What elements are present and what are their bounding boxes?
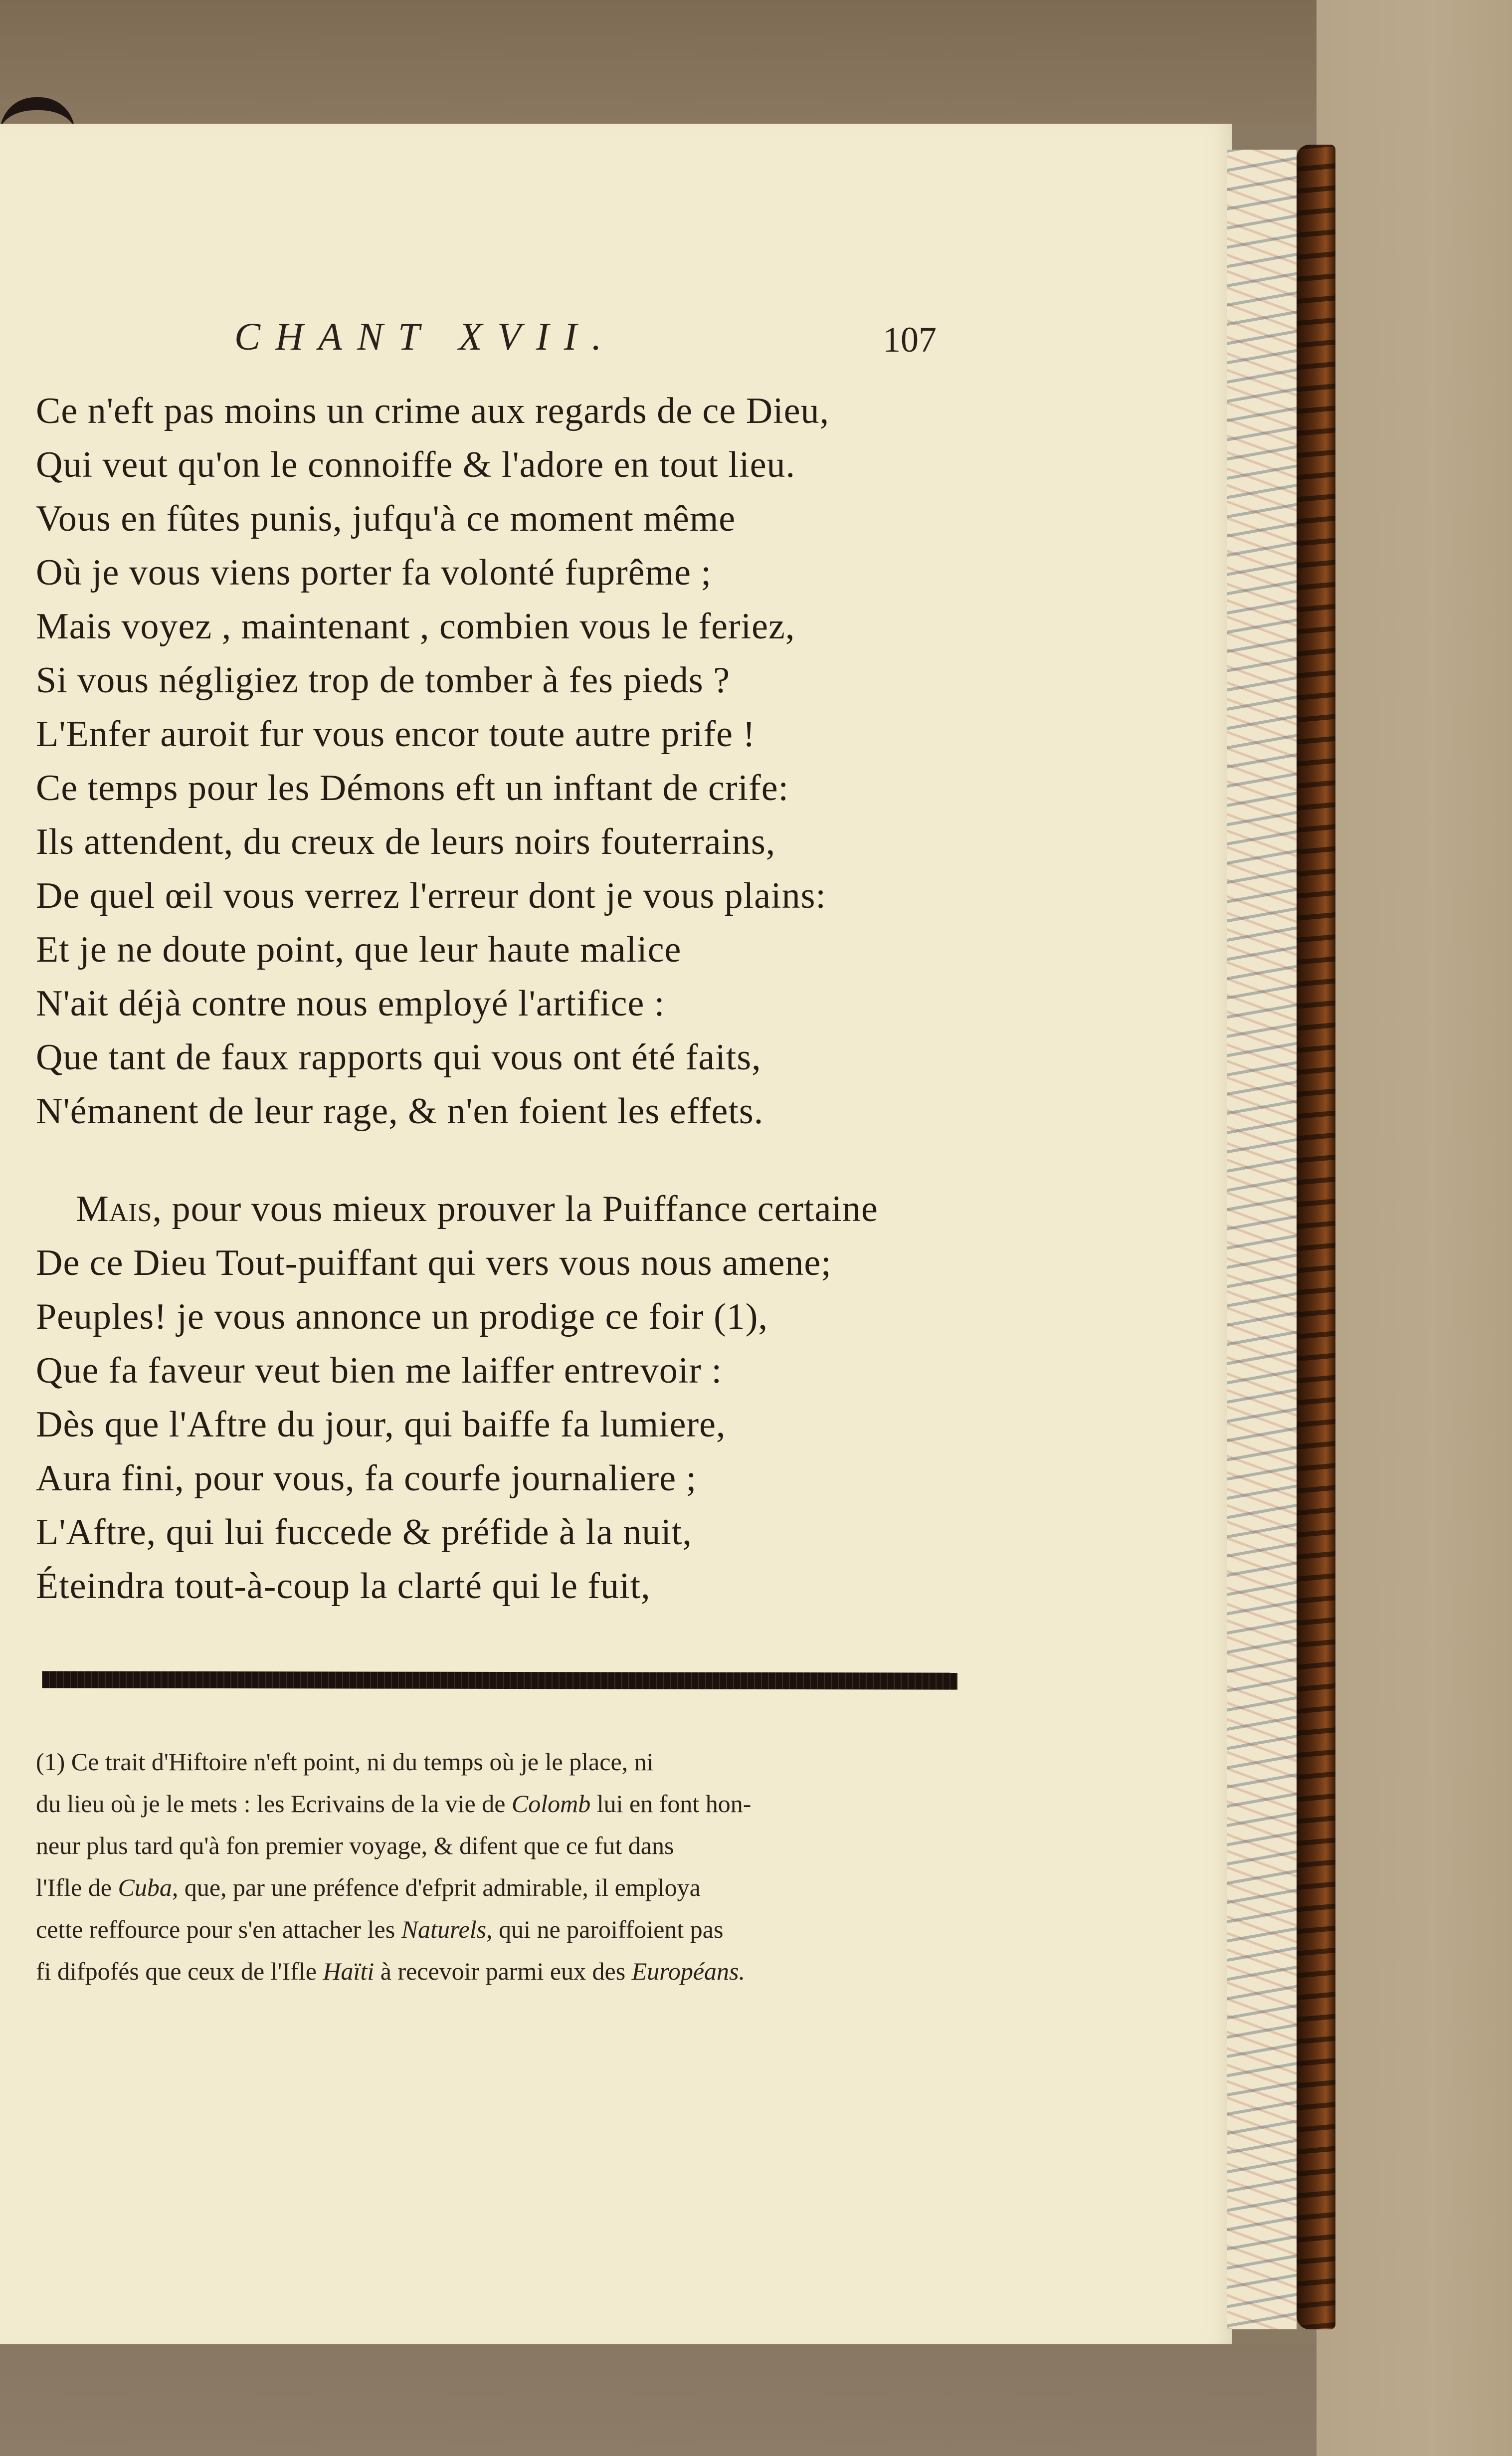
footnote-line	[36, 1783, 963, 1825]
footnote-text: lui en font hon-	[590, 1790, 752, 1818]
drop-word: Mais	[76, 1189, 153, 1229]
footnote-text: fi difpofés que ceux de l'Ifle	[36, 1957, 323, 1985]
verse-line: N'ait déjà contre nous employé l'artifice :	[36, 983, 665, 1024]
verse-line: Vous en fûtes punis, jufqu'à ce moment même	[36, 498, 736, 539]
footnote-text: à recevoir parmi eux des	[374, 1957, 632, 1985]
footnote-italic-name: Européans.	[631, 1957, 745, 1985]
footnote-line: neur plus tard qu'à fon premier voyage, & difent que ce fut dans	[36, 1832, 674, 1859]
footnote-text: l'Ifle de	[36, 1873, 118, 1901]
verse-line: Que tant de faux rapports qui vous ont été faits,	[36, 1037, 761, 1078]
footnote-italic-name: Cuba	[118, 1873, 172, 1901]
verse-line: N'émanent de leur rage, & n'en foient les effets.	[36, 1091, 764, 1132]
leather-cover-edge	[1297, 145, 1335, 2329]
verse-line: Ce temps pour les Démons eft un inftant de crife:	[36, 768, 789, 809]
stanza-2	[36, 1182, 973, 1613]
footnote-text: , qui ne paroiffoient pas	[486, 1915, 724, 1943]
verse-line: De ce Dieu Tout-puiffant qui vers vous nous amene;	[36, 1242, 832, 1283]
footnote-rule	[42, 1671, 957, 1689]
verse-line: Que fa faveur veut bien me laiffer entrevoir :	[36, 1350, 723, 1391]
footnote-text: , que, par une préfence d'efprit admirable, il employa	[172, 1873, 701, 1901]
verse-line: Et je ne doute point, que leur haute malice	[36, 929, 682, 970]
verse-line: Ils attendent, du creux de leurs noirs fouterrains,	[36, 821, 776, 862]
verse-line-rest: , pour vous mieux prouver la Puiffance certaine	[152, 1189, 878, 1229]
verse-line: L'Aftre, qui lui fuccede & préfide à la nuit,	[36, 1512, 692, 1553]
verse-line: Peuples! je vous annonce un prodige ce foir (1),	[36, 1296, 768, 1337]
footnote-italic-name: Colomb	[511, 1790, 591, 1818]
footnote-line	[36, 1908, 963, 1950]
footnote-text: du lieu où je le mets : les Ecrivains de la vie de	[36, 1790, 512, 1818]
background-right	[1317, 0, 1512, 2456]
footnote-italic-name: Naturels	[401, 1915, 487, 1943]
footnote-italic-name: Haïti	[323, 1957, 375, 1985]
background-top	[0, 0, 1317, 125]
footnote-text: cette reffource pour s'en attacher les	[36, 1915, 401, 1943]
running-head: CHANT XVII.	[234, 315, 617, 358]
verse-line: Dès que l'Aftre du jour, qui baiffe fa lumiere,	[36, 1404, 726, 1445]
background-bottom	[0, 2344, 1317, 2456]
footnote-line	[36, 1866, 963, 1908]
verse-line: Aura fini, pour vous, fa courfe journaliere ;	[36, 1458, 697, 1499]
verse-line: Ce n'eft pas moins un crime aux regards de ce Dieu,	[36, 391, 830, 431]
page-number: 107	[883, 320, 937, 360]
verse-line: Si vous négligiez trop de tomber à fes pieds ?	[36, 660, 731, 701]
marbled-page-edge	[1227, 150, 1297, 2329]
verse-line: Qui veut qu'on le connoiffe & l'adore en tout lieu.	[36, 444, 796, 485]
verse-line: Éteindra tout-à-coup la clarté qui le fuit,	[36, 1566, 651, 1607]
footnote-line	[36, 1950, 963, 1992]
verse-line: L'Enfer auroit fur vous encor toute autre prife !	[36, 714, 756, 755]
verse-line: Où je vous viens porter fa volonté fuprême ;	[36, 552, 712, 593]
stanza-1	[36, 384, 973, 1138]
verse-line: Mais voyez , maintenant , combien vous le feriez,	[36, 606, 795, 647]
footnote	[36, 1741, 963, 1992]
verse-line-first	[36, 1182, 973, 1236]
verse-line: De quel œil vous verrez l'erreur dont je vous plains:	[36, 875, 826, 916]
footnote-line: (1) Ce trait d'Hiftoire n'eft point, ni du temps où je le place, ni	[36, 1748, 654, 1776]
